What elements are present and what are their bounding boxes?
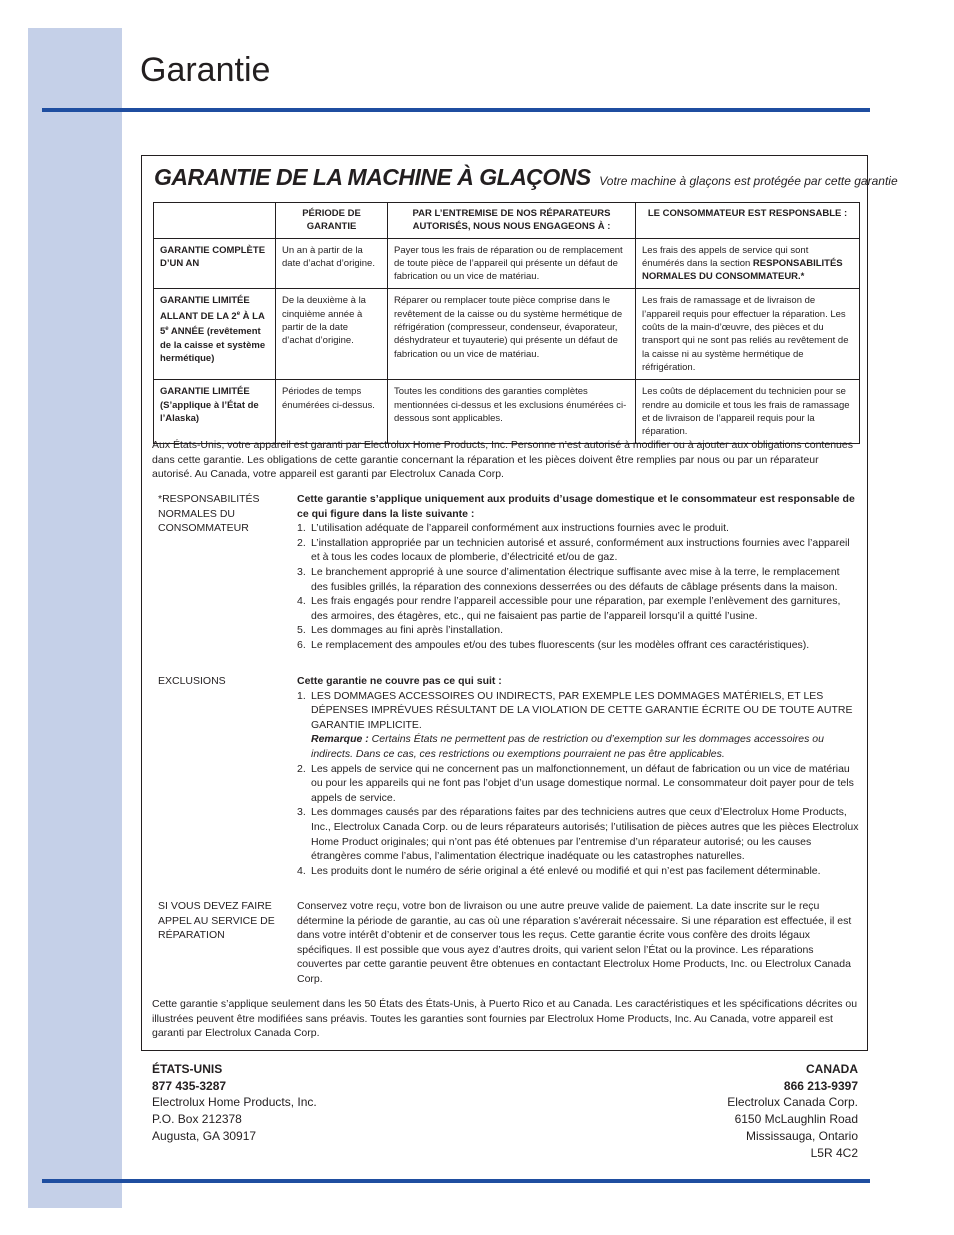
table-header-consumer: LE CONSOMMATEUR EST RESPONSABLE : [636, 203, 860, 239]
table-row [154, 238, 860, 289]
warranty-subtitle: Votre machine à glaçons est protégée par cette garantie [599, 174, 898, 188]
list-item: 2. L’installation appropriée par un technicien autorisé et assuré, conformément aux instructions fournies avec l’appareil et à tous les codes locaux de plomberie, d’électricité et/ou de gaz. [297, 536, 850, 564]
list-item: 1. L’utilisation adéquate de l’appareil conformément aux instructions fournies avec le produit. [297, 522, 729, 535]
contact-canada-phone: 866 213-9397 [783, 1078, 858, 1093]
responsibilities-intro: Cette garantie s’applique uniquement aux produits d’usage domestique et le consommateur est responsable de ce qui figure dans la liste suivante : [297, 493, 855, 520]
consumer-bold-text: RESPONSABILITÉS NORMALES DU CONSOMMATEUR.* [642, 257, 843, 283]
consumer-responsibility: Les frais de ramassage et de livraison de l’appareil requis pour effectuer la réparation. Les coûts de la main-d’œuvre, des pièces et du transport qui ne sont pas reliés au revêtement de la caisse ni au système hermétique de réfrigération. [636, 289, 860, 380]
exclusions-body [297, 674, 859, 878]
contact-canada-address-line: L5R 4C2 [810, 1145, 858, 1160]
warranty-box [141, 155, 898, 1051]
contact-canada-address-line: 6150 McLaughlin Road [734, 1112, 858, 1127]
contact-canada [727, 1061, 858, 1161]
warranty-title: GARANTIE DE LA MACHINE À GLAÇONS [154, 164, 591, 190]
contact-canada-country: CANADA [806, 1062, 858, 1076]
list-item-text: L’utilisation adéquate de l’appareil conformément aux instructions fournies avec le produit. [311, 522, 729, 535]
warranty-obligation: Payer tous les frais de réparation ou de remplacement de toute pièce de l’appareil qui présente un défaut de fabrication ou un vice de matériau. [388, 238, 636, 289]
responsibilities-body [297, 492, 859, 653]
note-text: Certains États ne permettent pas de restriction ou d’exemption sur les dommages accessoires ou indirects. Dans ce cas, ces restrictions ou exemptions pourraient ne pas être applicables. [311, 733, 824, 760]
table-header-obligation: PAR L’ENTREMISE DE NOS RÉPARATEURS AUTORISÉS, NOUS NOUS ENGAGEONS À : [388, 203, 636, 239]
warranty-obligation: Réparer ou remplacer toute pièce comprise dans le revêtement de la caisse ou du système hermétique de réfrigération (compresseur, condenseur, évaporateur, déshydrateur et tuyauterie) qui présente un défaut de fabrication ou un vice de matériau. [388, 289, 636, 380]
warranty-type-label: GARANTIE LIMITÉE (S’applique à l’État de l’Alaska) [154, 380, 276, 444]
table-header-row [154, 203, 860, 239]
service-text: Conservez votre reçu, votre bon de livraison ou une autre preuve valide de paiement. La date inscrite sur le reçu détermine la période de garantie, au cas où une réparation s’avérerait nécessaire. Si une réparation est effectuée, il est dans votre intérêt d’obtenir et de conserver tous les reçus. Cette garantie écrite vous confère des droits légaux spécifiques. Il est possible que vous ayez d’autres droits, qui varient selon l’État ou la province. Les réparations couvertes par cette garantie peuvent être obtenues en contactant Electrolux Home Products, Inc. ou Electrolux Canada Corp. [297, 900, 852, 985]
table-header-cell [154, 203, 276, 239]
list-item-text: LES DOMMAGES ACCESSOIRES OU INDIRECTS, PAR EXEMPLE LES DOMMAGES MATÉRIELS, ET LES DÉPENSES IMPRÉVUES RÉSULTANT DE LA VIOLATION DE CETTE GARANTIE ÉCRITE OU DE TOUTE AUTRE GARANTIE IMPLICITE. [311, 689, 853, 731]
consumer-text: Les frais des appels de service qui sont énumérés dans la section [642, 244, 809, 269]
label-sup: e [165, 326, 169, 333]
list-item-text: Les dommages causés par des réparations faites par des techniciens autres que ceux d’Electrolux Home Products, Inc., Electrolux Canada Corp. ou de leurs réparateurs autorisés; l’utilisation de pièces autres que les pièces Electrolux Home Product originales; qui n’ont pas été obtenues par l’entremise d’un réparateur autorisé; ou les causes étrangères comme l’abus, l’alimentation électrique inadéquate ou les catastrophes naturelles. [311, 806, 859, 863]
label-part: À LA 5 [160, 310, 265, 338]
table-row [154, 289, 860, 380]
consumer-responsibility: Les coûts de déplacement du technicien pour se rendre au domicile et tous les frais de ramassage et de livraison de l’appareil requis pour la réparation. [636, 380, 860, 444]
intro-paragraph: Aux États-Unis, votre appareil est garanti par Electrolux Home Products, Inc. Personne n’est autorisé à modifier ou à ajouter aux obligations contenues dans cette garantie. Les obligations de cette garantie concernant la réparation et les pièces doivent être remplies par nous ou par un réparateur autorisé. Au Canada, votre appareil est garanti par Electrolux Canada Corp. [152, 439, 853, 481]
contact-us-address-line: Augusta, GA 30917 [152, 1128, 257, 1143]
contact-us-company: Electrolux Home Products, Inc. [152, 1095, 317, 1110]
list-item: 5. Les dommages au fini après l’installation. [297, 624, 504, 637]
contact-us-country: ÉTATS-UNIS [152, 1062, 223, 1076]
service-label: SI VOUS DEVEZ FAIRE APPEL AU SERVICE DE RÉPARATION [158, 900, 275, 942]
contact-us-phone: 877 435-3287 [152, 1078, 227, 1093]
table-header-period: PÉRIODE DE GARANTIE [276, 203, 388, 239]
exclusions-label: EXCLUSIONS [158, 675, 226, 687]
page-title: Garantie [140, 51, 271, 89]
contact-us [152, 1061, 317, 1145]
list-item-text: Les appels de service qui ne concernent pas un malfonctionnement, un défaut de fabrication ou un vice de matériau ou pour les appareils qui ne font pas l’objet d’un usage domestique normal. Le consommateur doit payer pour de tels appels de service. [311, 762, 854, 804]
list-item-text: L’installation appropriée par un technicien autorisé et assuré, conformément aux instructions fournies avec l’appareil et à tous les codes locaux de plomberie, d’électricité et/ou de gaz. [311, 536, 850, 564]
warranty-type-label [154, 289, 276, 380]
closing-paragraph: Cette garantie s’applique seulement dans les 50 États des États-Unis, à Puerto Rico et au Canada. Les caractéristiques et les spécifications décrites ou illustrées peuvent être modifiées sans préavis. Toutes les garanties sont fournies par Electrolux Home Products, Inc. Au Canada, votre appareil est garanti par Electrolux Canada Corp. [152, 998, 858, 1040]
list-item: 3. Les dommages causés par des réparations faites par des techniciens autres que ceux d’Electrolux Home Products, Inc., Electrolux Canada Corp. ou de leurs réparateurs autorisés; l’utilisation de pièces autres que les pièces Electrolux Home Product originales; qui n’ont pas été obtenues par l’entremise d’un réparateur autorisé; ou les causes étrangères comme l’abus, l’alimentation électrique inadéquate ou les catastrophes naturelles. [297, 806, 859, 863]
bottom-rule [42, 1179, 870, 1183]
label-part: ANNÉE (revêtement de la caisse et système hermétique) [160, 326, 266, 364]
contact-us-address-line: P.O. Box 212378 [152, 1112, 242, 1127]
warranty-header [154, 164, 898, 191]
list-item: 2. Les appels de service qui ne concernent pas un malfonctionnement, un défaut de fabrication ou un vice de matériau ou pour les appareils qui ne font pas l’objet d’un usage domestique normal. Le consommateur doit payer pour de tels appels de service. [297, 762, 854, 804]
side-band [28, 28, 122, 1208]
warranty-period: Périodes de temps énumérées ci-dessus. [276, 380, 388, 444]
contact-canada-address-line: Mississauga, Ontario [745, 1128, 858, 1143]
list-item: 3. Le branchement approprié à une source d’alimentation électrique suffisante avec mise à la terre, le remplacement des fusibles grillés, la réparation des connexions desserrées ou des défauts de câblage présents dans la maison. [297, 565, 840, 593]
contact-canada-company: Electrolux Canada Corp. [727, 1095, 858, 1110]
list-item: 4. Les produits dont le numéro de série original a été enlevé ou modifié et qui n’est pas facilement déterminable. [297, 864, 821, 877]
exclusions-intro: Cette garantie ne couvre pas ce qui suit : [297, 675, 502, 687]
warranty-type-label: GARANTIE COMPLÈTE D’UN AN [154, 238, 276, 289]
responsibilities-label: *RESPONSABILITÉS NORMALES DU CONSOMMATEUR [158, 493, 260, 535]
list-item: 1. LES DOMMAGES ACCESSOIRES OU INDIRECTS, PAR EXEMPLE LES DOMMAGES MATÉRIELS, ET LES DÉPENSES IMPRÉVUES RÉSULTANT DE LA VIOLATION DE CETTE GARANTIE ÉCRITE OU DE TOUTE AUTRE GARANTIE IMPLICITE. [297, 689, 853, 731]
list-item: 6. Le remplacement des ampoules et/ou des tubes fluorescents (sur les modèles offrant ces caractéristiques). [297, 638, 810, 651]
consumer-responsibility [636, 238, 860, 289]
label-sup: e [236, 310, 241, 317]
top-rule [42, 108, 870, 112]
exclusions-note [297, 732, 859, 761]
list-item-text: Le branchement approprié à une source d’alimentation électrique suffisante avec mise à la terre, le remplacement des fusibles grillés, la réparation des connexions desserrées ou des défauts de câblage présents dans la maison. [311, 565, 840, 593]
list-item-text: Les dommages au fini après l’installation. [311, 624, 504, 637]
list-item-text: Le remplacement des ampoules et/ou des tubes fluorescents (sur les modèles offrant ces caractéristiques). [311, 638, 810, 651]
note-label: Remarque : [311, 733, 369, 746]
warranty-period: De la deuxième à la cinquième année à partir de la date d’achat d’origine. [276, 289, 388, 380]
warranty-table [153, 202, 860, 444]
list-item-text: Les produits dont le numéro de série original a été enlevé ou modifié et qui n’est pas facilement déterminable. [311, 864, 821, 877]
label-part: GARANTIE LIMITÉE ALLANT DE LA 2 [160, 295, 250, 322]
responsibilities-list [297, 521, 859, 652]
warranty-obligation: Toutes les conditions des garanties complètes mentionnées ci-dessus et les exclusions énumérées ci-dessous sont applicables. [388, 380, 636, 444]
list-item-text: Les frais engagés pour rendre l’appareil accessible pour une réparation, par exemple l’enlèvement des garnitures, des armoires, des étagères, etc., qui ne faisaient pas partie de l’appareil lorsqu’il a quitté l’usine. [311, 595, 841, 622]
table-row [154, 380, 860, 444]
exclusions-list [297, 689, 859, 879]
warranty-period: Un an à partir de la date d’achat d’origine. [276, 238, 388, 289]
list-item: 4. Les frais engagés pour rendre l’appareil accessible pour une réparation, par exemple l’enlèvement des garnitures, des armoires, des étagères, etc., qui ne faisaient pas partie de l’appareil lorsqu’il a quitté l’usine. [297, 595, 841, 622]
